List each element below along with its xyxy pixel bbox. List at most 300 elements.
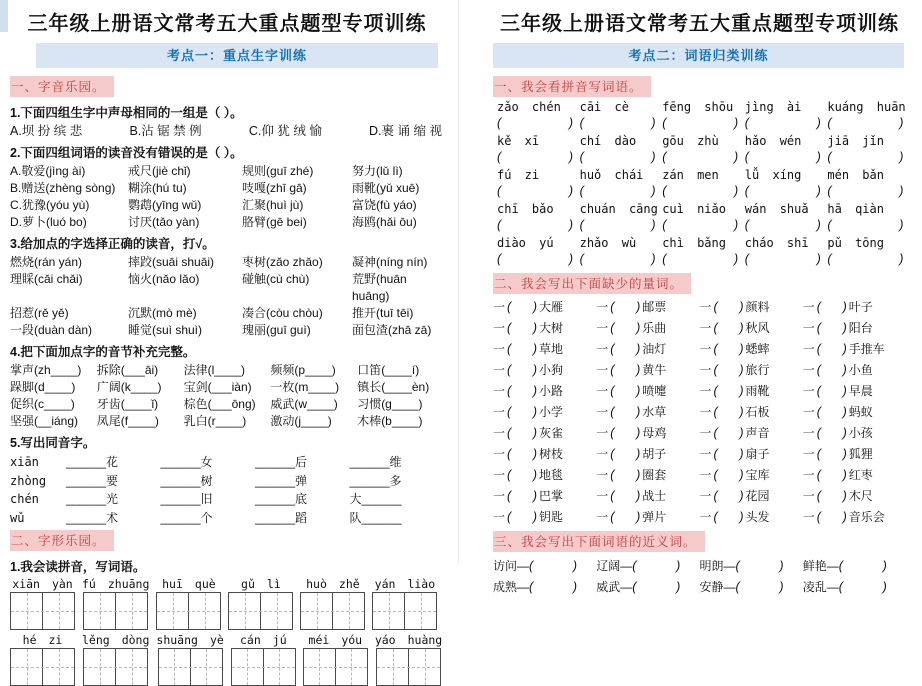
word-with-pinyin: A.敬爱(jìng ài) <box>10 164 86 178</box>
bracket-close: ) <box>651 252 656 266</box>
measure-prefix: 一 <box>493 426 506 440</box>
tianzige-box <box>158 648 223 686</box>
bracket-close: ) <box>882 580 887 594</box>
measure-word-item <box>700 360 803 381</box>
bracket-open: ( <box>529 580 534 594</box>
writing-word <box>375 633 442 686</box>
answer-bracket <box>662 115 738 131</box>
bracket-close: ) <box>636 342 641 356</box>
measure-prefix: 一 <box>493 468 506 482</box>
bracket-open: ( <box>713 300 718 314</box>
bracket-close: ) <box>842 426 847 440</box>
bracket-open: ( <box>610 300 615 314</box>
pinyin-syllable: yàn <box>51 577 73 591</box>
bracket-close: ) <box>568 116 573 130</box>
word-with-pinyin: 推开(tuī tēi) <box>352 306 414 320</box>
answer-bracket <box>827 217 903 233</box>
word-with-blank: 习惯(g____) <box>357 397 423 411</box>
bracket-close: ) <box>734 252 739 266</box>
answer-bracket <box>610 467 640 483</box>
measure-noun: 钥匙 <box>539 510 564 524</box>
bracket-close: ) <box>572 580 578 594</box>
bracket-open: ( <box>713 510 718 524</box>
question-2-label: 2.下面四组词语的读音没有错误的是（ ）。 <box>10 146 243 160</box>
bracket-open: ( <box>816 468 821 482</box>
question-1-label: 1.下面四组生字中声母相同的一组是（ ）。 <box>10 106 243 120</box>
bracket-open: ( <box>713 468 718 482</box>
measure-noun: 旅行 <box>745 363 770 377</box>
measure-prefix: 一 <box>802 447 815 461</box>
measure-word-item <box>596 444 699 465</box>
answer-bracket <box>827 115 903 131</box>
bracket-open: ( <box>497 184 502 198</box>
pinyin-answer-cell <box>823 202 906 233</box>
question-2-rows <box>10 163 444 231</box>
measure-prefix: 一 <box>699 468 712 482</box>
word-with-blank: 坚强(__iáng) <box>10 414 79 428</box>
word-with-pinyin: 瑰丽(guī guì) <box>242 323 311 337</box>
measure-word-row <box>493 381 906 402</box>
answer-bracket <box>610 488 640 504</box>
bracket-open: ( <box>507 510 512 524</box>
bracket-open: ( <box>816 426 821 440</box>
measure-noun: 花园 <box>745 489 770 503</box>
measure-prefix: 一 <box>493 447 506 461</box>
writing-word <box>300 577 365 630</box>
tianzige-cell <box>335 649 367 685</box>
tianzige-cell <box>263 649 295 685</box>
word-with-blank: 拆除(___āi) <box>96 363 159 377</box>
measure-noun: 宝库 <box>745 468 770 482</box>
option-item: B.沾 锯 禁 例 <box>129 124 202 138</box>
measure-word-item <box>493 444 596 465</box>
word-with-blank: 激动(j____) <box>270 414 332 428</box>
homophone-item: ______光 <box>66 492 119 506</box>
bracket-open: ( <box>827 184 832 198</box>
pinyin-answer-cell <box>823 100 906 131</box>
bracket-open: ( <box>827 252 832 266</box>
word-pinyin: zhǎo wù <box>579 236 637 250</box>
homophone-item: ______多 <box>349 473 402 488</box>
measure-word-row <box>493 423 906 444</box>
word-with-pinyin: 规则(guī zhé) <box>242 164 314 178</box>
measure-prefix: 一 <box>493 300 506 314</box>
word-with-pinyin: 凝神(níng nín) <box>352 255 428 269</box>
answer-bracket <box>714 320 744 336</box>
bracket-close: ) <box>636 468 641 482</box>
homophone-item: ______弹 <box>255 473 308 488</box>
synonym-item <box>596 578 699 597</box>
word-pinyin: chí dào <box>579 134 637 148</box>
measure-word-item <box>493 486 596 507</box>
word-pinyin: jìng ài <box>744 100 802 114</box>
bracket-close: ) <box>899 116 904 130</box>
homophone-item: ______后 <box>255 455 308 469</box>
writing-word <box>10 577 75 630</box>
section-header-jinyici: 三、我会写出下面词语的近义词。 <box>493 531 705 552</box>
word-pinyin: diào yú <box>497 236 554 250</box>
tianzige-cell <box>332 593 364 629</box>
word-with-pinyin: D.萝卜(luó bo) <box>10 215 87 229</box>
measure-noun: 颜料 <box>745 300 770 314</box>
word-pinyin: hǎo wén <box>744 134 802 148</box>
pinyin-syllable: cán <box>239 633 261 647</box>
bracket-open: ( <box>713 342 718 356</box>
answer-bracket <box>507 467 537 483</box>
answer-bracket <box>529 558 577 574</box>
bracket-close: ) <box>636 447 641 461</box>
pinyin-syllable: yán <box>374 577 396 591</box>
tianzige-box <box>83 592 148 630</box>
answer-bracket <box>507 341 537 357</box>
answer-bracket <box>714 299 744 315</box>
measure-noun: 乐曲 <box>642 321 667 335</box>
measure-prefix: 一 <box>493 510 506 524</box>
pinyin-label: chén <box>10 492 39 506</box>
word-with-pinyin: 睡觉(suì shuì) <box>128 323 203 337</box>
answer-bracket <box>610 383 640 399</box>
bracket-close: ) <box>572 559 578 573</box>
tianzige-cell <box>229 593 260 629</box>
bracket-close: ) <box>842 447 847 461</box>
synonym-word: 成熟— <box>493 580 530 594</box>
bracket-close: ) <box>636 321 641 335</box>
word-row <box>10 396 444 413</box>
measure-word-item <box>596 318 699 339</box>
word-pinyin: cháo shī <box>744 236 809 250</box>
word-pinyin <box>306 577 360 591</box>
measure-noun: 音乐会 <box>848 510 885 524</box>
measure-word-item <box>700 339 803 360</box>
measure-prefix: 一 <box>802 342 815 356</box>
answer-bracket <box>529 579 577 595</box>
synonym-word: 威武— <box>596 580 633 594</box>
synonym-word: 鲜艳— <box>802 559 839 573</box>
pinyin-answer-cell <box>493 236 576 267</box>
measure-noun: 战士 <box>642 489 667 503</box>
measure-word-item <box>700 444 803 465</box>
bracket-open: ( <box>579 116 584 130</box>
answer-bracket <box>839 579 887 595</box>
bracket-close: ) <box>532 321 538 335</box>
pinyin-syllable: huàng <box>407 633 443 647</box>
bracket-open: ( <box>632 580 637 594</box>
measure-noun: 头发 <box>745 510 770 524</box>
bracket-open: ( <box>610 321 615 335</box>
answer-bracket <box>610 425 640 441</box>
measure-word-item <box>803 465 906 486</box>
pinyin-answer-cell <box>741 100 824 131</box>
synonym-item <box>700 578 803 597</box>
homophone-item: ______术 <box>66 510 119 525</box>
bracket-open: ( <box>662 184 667 198</box>
measure-prefix: 一 <box>699 489 712 503</box>
word-pinyin: fēng shōu <box>662 100 734 114</box>
bracket-close: ) <box>651 150 656 164</box>
word-pinyin: chuán cāng <box>579 202 658 216</box>
answer-bracket <box>497 251 573 267</box>
answer-bracket <box>714 446 744 462</box>
measure-noun: 蟋蟀 <box>745 342 770 356</box>
pinyin-answer-row <box>493 202 906 233</box>
pinyin-syllable: yóu <box>341 633 363 647</box>
measure-prefix: 一 <box>596 405 609 419</box>
answer-bracket <box>610 509 640 525</box>
answer-bracket <box>580 217 656 233</box>
tianzige-cell <box>190 649 222 685</box>
pinyin-syllable: zhuāng <box>107 577 150 591</box>
synonym-item <box>493 557 596 576</box>
answer-bracket <box>817 488 847 504</box>
synonym-word: 明朗— <box>699 559 736 573</box>
page-edge-strip <box>0 0 8 32</box>
section-header-liangci: 二、我会写出下面缺少的量词。 <box>493 273 691 294</box>
tianzige-cell <box>304 649 335 685</box>
measure-word-item <box>803 360 906 381</box>
bracket-close: ) <box>568 184 573 198</box>
word-with-pinyin: 摔跤(suāi shuāi) <box>128 255 215 269</box>
bracket-open: ( <box>827 150 832 164</box>
bracket-open: ( <box>744 184 749 198</box>
bracket-close: ) <box>816 150 821 164</box>
pinyin-syllable: gǔ <box>241 577 255 591</box>
bracket-close: ) <box>734 184 739 198</box>
bracket-open: ( <box>507 468 512 482</box>
tianzige-box <box>231 648 296 686</box>
answer-bracket <box>497 149 573 165</box>
synonym-row <box>493 557 906 576</box>
bracket-close: ) <box>532 489 538 503</box>
measure-noun: 黄牛 <box>642 363 667 377</box>
measure-prefix: 一 <box>699 321 712 335</box>
bracket-open: ( <box>579 150 584 164</box>
bracket-close: ) <box>636 384 641 398</box>
pinyin-syllable: shuāng <box>156 633 198 647</box>
bracket-close: ) <box>568 218 573 232</box>
bracket-open: ( <box>744 116 749 130</box>
pinyin-answer-cell <box>823 134 906 165</box>
word-pinyin <box>309 633 363 647</box>
word-with-pinyin: 一段(duàn dàn) <box>10 323 93 337</box>
measure-word-item <box>493 318 596 339</box>
answer-bracket <box>745 115 821 131</box>
tianzige-cell <box>377 649 408 685</box>
bracket-open: ( <box>713 363 718 377</box>
measure-word-item <box>596 381 699 402</box>
word-with-blank: 木棒(b____) <box>357 414 423 428</box>
measure-word-row <box>493 318 906 339</box>
synonym-item <box>700 557 803 576</box>
bracket-open: ( <box>816 384 821 398</box>
bracket-open: ( <box>662 252 667 266</box>
word-with-pinyin: 沉默(mò mè) <box>128 306 197 320</box>
pinyin-answer-cell <box>576 202 659 233</box>
measure-prefix: 一 <box>802 300 815 314</box>
word-with-blank: 掌声(zh____) <box>10 363 82 377</box>
section-header-ziyin: 一、字音乐园。 <box>10 76 114 97</box>
word-pinyin <box>162 577 216 591</box>
measure-noun: 声音 <box>745 426 770 440</box>
bracket-open: ( <box>610 489 615 503</box>
measure-prefix: 一 <box>596 300 609 314</box>
bracket-close: ) <box>842 510 847 524</box>
measure-noun: 叶子 <box>848 300 873 314</box>
word-pinyin: pǔ tōng <box>827 236 884 250</box>
pinyin-answer-row <box>493 134 906 165</box>
measure-word-item <box>493 507 596 528</box>
word-with-pinyin: 戒尺(jiè chǐ) <box>128 164 191 178</box>
measure-prefix: 一 <box>596 468 609 482</box>
measure-word-item <box>803 402 906 423</box>
answer-bracket <box>817 341 847 357</box>
homophone-row <box>10 472 444 491</box>
word-with-pinyin: 讨厌(tǎo yàn) <box>128 215 200 229</box>
bracket-open: ( <box>735 559 740 573</box>
bracket-close: ) <box>532 300 538 314</box>
pinyin-answer-cell <box>658 236 741 267</box>
measure-prefix: 一 <box>699 342 712 356</box>
bracket-open: ( <box>816 447 821 461</box>
pinyin-syllable: liào <box>407 577 436 591</box>
page-title-left: 三年级上册语文常考五大重点题型专项训练 <box>27 13 427 35</box>
bracket-open: ( <box>816 342 821 356</box>
pinyin-answer-cell <box>576 168 659 199</box>
measure-prefix: 一 <box>802 510 815 524</box>
word-pinyin: zǎo chén <box>497 100 561 114</box>
measure-noun: 秋风 <box>745 321 770 335</box>
measure-noun: 红枣 <box>848 468 873 482</box>
word-pinyin <box>82 633 149 647</box>
synonym-item <box>596 557 699 576</box>
measure-prefix: 一 <box>699 510 712 524</box>
homophone-item: ______底 <box>255 492 308 506</box>
writing-word <box>228 577 293 630</box>
word-with-pinyin: 招惹(rě yě) <box>10 306 69 320</box>
banner-kaodian-2-text: 考点二：词语归类训练 <box>628 48 769 63</box>
measure-word-item <box>803 381 906 402</box>
measure-word-item <box>700 465 803 486</box>
measure-noun: 雨靴 <box>745 384 770 398</box>
measure-prefix: 一 <box>699 405 712 419</box>
bracket-open: ( <box>610 426 615 440</box>
question-4-rows <box>10 362 444 430</box>
homophone-item: 大______ <box>349 492 402 506</box>
bracket-close: ) <box>899 218 904 232</box>
bracket-open: ( <box>507 342 512 356</box>
answer-bracket <box>507 404 537 420</box>
word-with-pinyin: 枣树(zǎo zhǎo) <box>242 255 323 269</box>
measure-word-item <box>493 423 596 444</box>
measure-word-item <box>596 486 699 507</box>
question-3-rows <box>10 254 444 339</box>
word-pinyin: kuáng huān <box>827 100 906 114</box>
synonym-item <box>803 578 906 597</box>
bracket-close: ) <box>739 300 744 314</box>
bracket-close: ) <box>676 559 681 573</box>
measure-noun: 蚂蚁 <box>848 405 873 419</box>
measure-prefix: 一 <box>493 321 506 335</box>
tianzige-box <box>10 592 75 630</box>
bracket-close: ) <box>651 184 656 198</box>
synonym-word: 辽阔— <box>596 559 633 573</box>
bracket-open: ( <box>579 184 584 198</box>
writing-word <box>82 633 149 686</box>
bracket-open: ( <box>610 342 615 356</box>
pinyin-syllable: lěng <box>82 633 110 647</box>
homophone-item: ______女 <box>160 455 213 469</box>
measure-prefix: 一 <box>699 363 712 377</box>
bracket-close: ) <box>739 447 744 461</box>
measure-word-item <box>803 318 906 339</box>
measure-prefix: 一 <box>596 321 609 335</box>
measure-prefix: 一 <box>596 426 609 440</box>
pinyin-syllable: zhě <box>338 577 360 591</box>
word-pinyin <box>375 633 442 647</box>
answer-bracket <box>610 299 640 315</box>
measure-word-row <box>493 402 906 423</box>
word-with-pinyin: 雨靴(yǔ xuē) <box>352 181 420 195</box>
bracket-open: ( <box>610 510 615 524</box>
bracket-close: ) <box>532 342 538 356</box>
answer-bracket <box>714 362 744 378</box>
pinyin-answer-cell <box>823 168 906 199</box>
answer-bracket <box>736 579 784 595</box>
answer-bracket <box>714 467 744 483</box>
answer-bracket <box>745 149 821 165</box>
pinyin-answer-cell <box>576 100 659 131</box>
word-with-pinyin: 富饶(fù yáo) <box>352 198 417 212</box>
word-with-pinyin: 汇聚(huì jù) <box>242 198 304 212</box>
word-with-blank: 促织(c____) <box>10 397 75 411</box>
bracket-close: ) <box>734 116 739 130</box>
tianzige-box <box>300 592 365 630</box>
measure-word-item <box>700 486 803 507</box>
measure-word-item <box>596 465 699 486</box>
measure-word-item <box>700 318 803 339</box>
word-pinyin <box>23 633 63 647</box>
pinyin-label: wǔ <box>10 510 25 525</box>
bracket-close: ) <box>739 384 744 398</box>
measure-word-item <box>493 402 596 423</box>
bracket-open: ( <box>662 116 667 130</box>
bracket-close: ) <box>739 321 744 335</box>
pinyin-syllable: fú <box>82 577 96 591</box>
bracket-close: ) <box>636 363 641 377</box>
measure-noun: 弹片 <box>642 510 667 524</box>
tianzige-cell <box>188 593 220 629</box>
word-pinyin <box>241 577 281 591</box>
word-with-blank: 宝剑(___iàn) <box>183 380 252 394</box>
bracket-close: ) <box>651 218 656 232</box>
bracket-open: ( <box>507 363 512 377</box>
bracket-open: ( <box>662 150 667 164</box>
bracket-open: ( <box>497 116 502 130</box>
measure-noun: 阳台 <box>848 321 873 335</box>
word-with-pinyin: 努力(lǔ lì) <box>352 164 403 178</box>
answer-bracket <box>817 509 847 525</box>
word-with-pinyin: C.犹豫(yóu yù) <box>10 198 90 212</box>
bracket-close: ) <box>816 218 821 232</box>
answer-bracket <box>497 217 573 233</box>
measure-noun: 胡子 <box>642 447 667 461</box>
word-row <box>10 214 444 231</box>
bracket-open: ( <box>610 447 615 461</box>
bracket-open: ( <box>816 510 821 524</box>
section-header-kanpinyin: 一、我会看拼音写词语。 <box>493 76 651 97</box>
answer-bracket <box>827 183 903 199</box>
answer-bracket <box>714 404 744 420</box>
answer-bracket <box>714 509 744 525</box>
